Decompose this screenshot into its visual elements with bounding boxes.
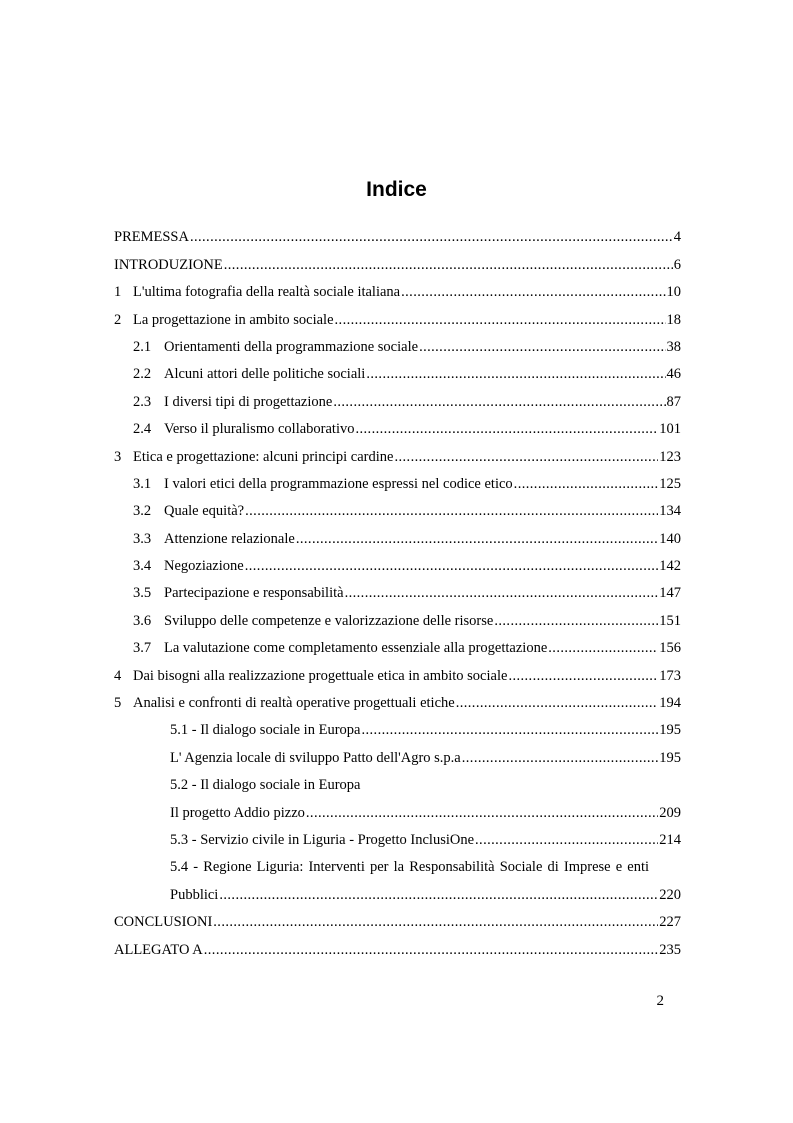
toc-entry-section-5-2[interactable]	[114, 768, 681, 795]
dot-leader	[219, 885, 658, 905]
toc-entry-number: 5	[114, 695, 122, 712]
dot-leader	[401, 282, 665, 302]
toc-entry-page: 209	[659, 804, 681, 821]
toc-entry-section-5-1-subtitle[interactable]	[114, 740, 681, 767]
toc-entry-label: Negoziazione	[164, 558, 244, 575]
toc-entry-chapter-3[interactable]	[114, 439, 681, 466]
toc-entry-label: L' Agenzia locale di sviluppo Patto dell'Agro s.p.a	[170, 749, 461, 766]
toc-entry-number: 3.2	[133, 503, 152, 520]
toc-entry-label: Sviluppo delle competenze e valorizzazione delle risorse	[164, 612, 494, 629]
toc-entry-page: 87	[666, 393, 681, 410]
toc-entry-label: Etica e progettazione: alcuni principi cardine	[133, 448, 394, 465]
dot-leader	[456, 693, 659, 713]
toc-entry-label: 5.1 - Il dialogo sociale in Europa	[170, 722, 361, 739]
toc-entry-chapter-4[interactable]	[114, 658, 681, 685]
toc-entry-premessa[interactable]	[114, 220, 681, 247]
toc-entry-label: PREMESSA	[114, 229, 189, 246]
toc-entry-section-3-2[interactable]	[114, 494, 681, 521]
toc-entry-number: 3.6	[133, 612, 152, 629]
toc-entry-label: Quale equità?	[164, 503, 245, 520]
toc-entry-section-2-2[interactable]	[114, 357, 681, 384]
toc-entry-number: 3.1	[133, 475, 152, 492]
dot-leader	[224, 255, 673, 275]
toc-entry-number: 4	[114, 667, 122, 684]
toc-entry-label: Alcuni attori delle politiche sociali	[164, 366, 366, 383]
toc-entry-section-2-1[interactable]	[114, 330, 681, 357]
dot-leader	[213, 912, 658, 932]
toc-entry-page: 6	[673, 256, 681, 273]
toc-entry-page: 123	[659, 448, 681, 465]
toc-entry-page: 125	[659, 475, 681, 492]
dot-leader	[394, 447, 658, 467]
toc-entry-label: La progettazione in ambito sociale	[133, 311, 334, 328]
toc-entry-label: Partecipazione e responsabilità	[164, 585, 344, 602]
toc-entry-section-5-4[interactable]	[114, 850, 681, 877]
toc-entry-page: 227	[659, 914, 681, 931]
dot-leader	[204, 940, 659, 960]
dot-leader	[345, 583, 659, 603]
dot-leader	[462, 748, 659, 768]
toc-entry-label: Orientamenti della programmazione sociale	[164, 338, 419, 355]
toc-entry-allegato-a[interactable]	[114, 932, 681, 959]
toc-entry-label: L'ultima fotografia della realtà sociale italiana	[133, 284, 401, 301]
toc-entry-section-3-7[interactable]	[114, 631, 681, 658]
dot-leader	[190, 227, 673, 247]
dot-leader	[475, 830, 658, 850]
toc-entry-page: 194	[659, 695, 681, 712]
toc-entry-chapter-2[interactable]	[114, 302, 681, 329]
dot-leader	[245, 501, 658, 521]
toc-entry-number: 2.1	[133, 338, 152, 355]
toc-entry-page: 134	[659, 503, 681, 520]
toc-entry-chapter-1[interactable]	[114, 275, 681, 302]
toc-entry-page: 195	[659, 722, 681, 739]
page-number: 2	[656, 993, 664, 1009]
toc-entry-label: 5.4 - Regione Liguria: Interventi per la Responsabilità Sociale di Imprese e enti	[170, 859, 650, 876]
dot-leader	[245, 556, 659, 576]
toc-entry-number: 2.2	[133, 366, 152, 383]
toc-entry-section-3-4[interactable]	[114, 549, 681, 576]
toc-entry-label: 5.3 - Servizio civile in Liguria - Progetto InclusiOne	[170, 831, 475, 848]
toc-entry-page: 147	[659, 585, 681, 602]
toc-entry-page: 173	[659, 667, 681, 684]
toc-entry-section-5-3[interactable]	[114, 823, 681, 850]
toc-entry-page: 156	[659, 640, 681, 657]
toc-entry-label: Verso il pluralismo collaborativo	[164, 421, 355, 438]
dot-leader	[306, 803, 658, 823]
dot-leader	[366, 364, 665, 384]
toc-entry-label: INTRODUZIONE	[114, 256, 223, 273]
toc-entry-page: 38	[666, 338, 681, 355]
toc-entry-number: 3.3	[133, 530, 152, 547]
toc-entry-number: 2	[114, 311, 122, 328]
toc-entry-section-2-4[interactable]	[114, 412, 681, 439]
dot-leader	[494, 611, 658, 631]
table-of-contents	[114, 220, 681, 960]
toc-entry-label: I diversi tipi di progettazione	[164, 393, 333, 410]
toc-entry-number: 1	[114, 284, 122, 301]
toc-entry-section-3-5[interactable]	[114, 576, 681, 603]
toc-entry-page: 4	[673, 229, 681, 246]
toc-entry-chapter-5[interactable]	[114, 686, 681, 713]
toc-entry-page: 10	[666, 284, 681, 301]
toc-entry-section-5-2-subtitle[interactable]	[114, 795, 681, 822]
toc-entry-number: 3	[114, 448, 122, 465]
toc-entry-label: Attenzione relazionale	[164, 530, 295, 547]
toc-entry-page: 142	[659, 558, 681, 575]
dot-leader	[361, 720, 658, 740]
toc-entry-page: 46	[666, 366, 681, 383]
toc-entry-label: Dai bisogni alla realizzazione progettuale etica in ambito sociale	[133, 667, 508, 684]
dot-leader	[508, 666, 658, 686]
toc-entry-label: Pubblici	[170, 886, 219, 903]
toc-entry-page: 151	[659, 612, 681, 629]
dot-leader	[514, 474, 659, 494]
toc-entry-page: 220	[659, 886, 681, 903]
toc-entry-number: 2.3	[133, 393, 152, 410]
toc-entry-page: 235	[659, 941, 681, 958]
toc-entry-label: Analisi e confronti di realtà operative progettuali etiche	[133, 695, 455, 712]
toc-entry-section-5-4-continued[interactable]	[114, 877, 681, 904]
toc-entry-label: ALLEGATO A	[114, 941, 203, 958]
page-title: Indice	[366, 178, 427, 201]
toc-entry-section-2-3[interactable]	[114, 384, 681, 411]
toc-entry-page: 195	[659, 749, 681, 766]
toc-entry-page: 140	[659, 530, 681, 547]
dot-leader	[548, 638, 658, 658]
toc-entry-page: 214	[659, 831, 681, 848]
toc-entry-number: 3.7	[133, 640, 152, 657]
toc-entry-introduzione[interactable]	[114, 247, 681, 274]
toc-entry-conclusioni[interactable]	[114, 905, 681, 932]
toc-entry-section-3-1[interactable]	[114, 467, 681, 494]
dot-leader	[335, 310, 666, 330]
dot-leader	[333, 392, 665, 412]
toc-entry-number: 2.4	[133, 421, 152, 438]
toc-entry-label: I valori etici della programmazione espressi nel codice etico	[164, 475, 513, 492]
dot-leader	[296, 529, 658, 549]
toc-entry-label: Il progetto Addio pizzo	[170, 804, 305, 821]
toc-entry-label: 5.2 - Il dialogo sociale in Europa	[170, 777, 361, 794]
toc-entry-number: 3.4	[133, 558, 152, 575]
dot-leader	[419, 337, 665, 357]
dot-leader	[355, 419, 658, 439]
toc-entry-page: 18	[666, 311, 681, 328]
toc-entry-page: 101	[659, 421, 681, 438]
toc-entry-label: La valutazione come completamento essenziale alla progettazione	[164, 640, 548, 657]
toc-entry-number: 3.5	[133, 585, 152, 602]
toc-entry-section-3-3[interactable]	[114, 521, 681, 548]
toc-entry-section-3-6[interactable]	[114, 603, 681, 630]
toc-entry-label: CONCLUSIONI	[114, 914, 213, 931]
toc-entry-section-5-1[interactable]	[114, 713, 681, 740]
